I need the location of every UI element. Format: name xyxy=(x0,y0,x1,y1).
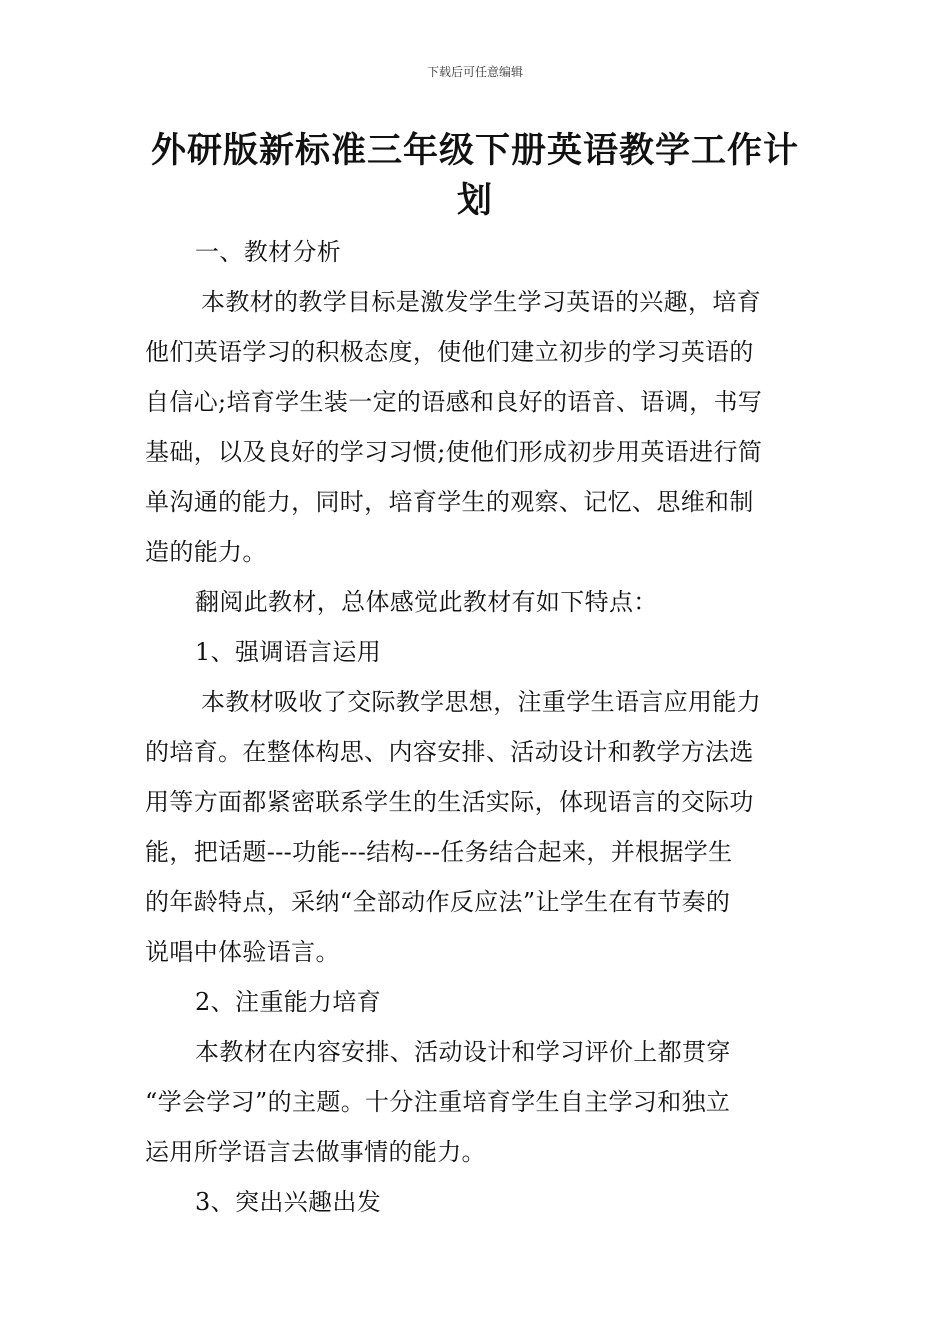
section-heading: 一、教材分析 xyxy=(195,238,342,266)
paragraph-line: “学会学习”的主题。十分注重培育学生自主学习和独立 xyxy=(145,1088,731,1116)
paragraph-line: 自信心;培育学生装一定的语感和良好的语音、语调，书写 xyxy=(145,388,763,416)
subsection-heading: 1、强调语言运用 xyxy=(195,638,382,666)
paragraph-line: 用等方面都紧密联系学生的生活实际，体现语言的交际功 xyxy=(145,788,754,816)
paragraph-line: 本教材的教学目标是激发学生学习英语的兴趣，培育 xyxy=(201,288,762,316)
paragraph-line: 说唱中体验语言。 xyxy=(145,938,340,966)
paragraph-line: 造的能力。 xyxy=(145,538,267,566)
paragraph-line: 翻阅此教材，总体感觉此教材有如下特点： xyxy=(195,588,658,616)
paragraph-line: 运用所学语言去做事情的能力。 xyxy=(145,1138,486,1166)
header-note: 下载后可任意编辑 xyxy=(426,65,523,79)
subsection-heading: 3、突出兴趣出发 xyxy=(195,1188,382,1216)
paragraph-line: 本教材吸收了交际教学思想，注重学生语言应用能力 xyxy=(201,688,762,716)
paragraph-line: 的培育。在整体构思、内容安排、活动设计和教学方法选 xyxy=(145,738,754,766)
document-body xyxy=(145,227,805,1227)
paragraph-line: 本教材在内容安排、活动设计和学习评价上都贯穿 xyxy=(195,1038,731,1066)
paragraph-line: 的年龄特点，采纳“全部动作反应法”让学生在有节奏的 xyxy=(145,888,731,916)
paragraph-line: 能，把话题---功能---结构---任务结合起来，并根据学生 xyxy=(145,838,733,866)
paragraph-line: 单沟通的能力，同时，培育学生的观察、记忆、思维和制 xyxy=(145,488,754,516)
paragraph-line: 基础，以及良好的学习习惯;使他们形成初步用英语进行简 xyxy=(145,438,763,466)
subsection-heading: 2、注重能力培育 xyxy=(195,988,382,1016)
document-title: 外研版新标准三年级下册英语教学工作计划 xyxy=(150,131,799,221)
paragraph-line: 他们英语学习的积极态度，使他们建立初步的学习英语的 xyxy=(145,338,754,366)
